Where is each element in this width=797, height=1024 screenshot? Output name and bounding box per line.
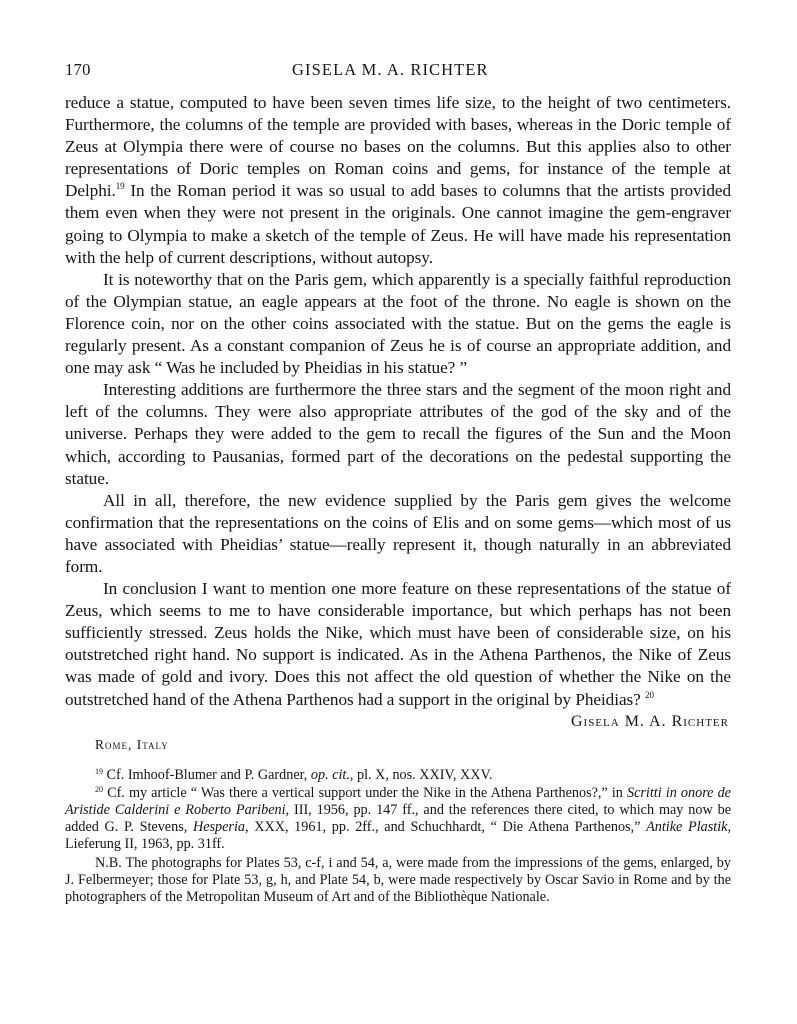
article-page — [65, 56, 731, 906]
footnote-ref-19: 19 — [115, 181, 125, 192]
footnote-19: $^{19}$ Cf. Imhoof-Blumer and P. Gardner, op. cit., pl. X, nos. XXIV, XXV. — [95, 766, 493, 783]
footnote-ref-20: 20 — [645, 689, 654, 700]
body-text — [65, 92, 731, 711]
paragraph-1: reduce a statue, computed to have been seven times life size, to the height of two centimeters. Furthermore, the columns of the temple are provided with bases, whereas in the Doric temple of Zeus at Olympia there were of course no bases on the columns. But this applies also to other representations of Doric temples on Roman coins and gems, for instance of the temple at Delphi.$^{19}$ In the Roman period it was so usual to add bases to columns that the artists provided them even when they were not present in the originals. One cannot imagine the gem-engraver going to Olympia to make a sketch of the temple of Zeus. He will have made his representation with the help of current descriptions, without autopsy. — [65, 93, 731, 267]
author-signature: Gisela M. A. Richter — [570, 712, 729, 730]
footnote-20: $^{20}$ Cf. my article “ Was there a vertical support under the Nike in the Athena Parthenos?,” in Scritti in onore de Aristide Calderini e Roberto Paribeni, III, 1956, pp. 147 ff., and the references there cited, to which may now be added G. P. Stevens, Hesperia, XXX, 1961, pp. 2ff., and Schuchhardt, “ Die Athena Parthenos,” Antike Plastik, Lieferung II, 1963, pp. 31ff. — [65, 784, 732, 853]
footnote-number: 20 — [95, 784, 103, 794]
photo-credits-note: N.B. The photographs for Plates 53, c-f, i and 54, a, were made from the impressions of the gems, enlarged, by J. Felbermeyer; those for Plate 53, g, h, and Plate 54, b, were made respectively by Oscar Savio in Rome and by the photographers of the Metropolitan Museum of Art and of the Bibliothèque Nationale. — [65, 854, 731, 906]
footnotes — [65, 767, 731, 907]
paragraph-4: All in all, therefore, the new evidence supplied by the Paris gem gives the welcome confirmation that the representations on the coins of Elis and on some gems—which most of us have associated with Pheidias’ statue—really represent it, though naturally in an abbreviated form. — [65, 490, 731, 576]
paragraph-2: It is noteworthy that on the Paris gem, which apparently is a specially faithful reproduction of the Olympian statue, an eagle appears at the foot of the throne. No eagle is shown on the Florence coin, nor on the other coins associated with the statue. But on the gems the eagle is regularly present. As a constant companion of Zeus he is of course an appropriate addition, and one may ask “ Was he included by Pheidias in his statue? ” — [65, 269, 731, 378]
footnote-number: 19 — [95, 766, 103, 776]
running-title: GISELA M. A. RICHTER — [292, 60, 489, 79]
paragraph-5: In conclusion I want to mention one more feature on these representations of the statue of Zeus, which seems to me to have considerable importance, but which perhaps has not been sufficiently stressed. Zeus holds the Nike, which must have been of considerable size, on his outstretched right hand. No support is indicated. As in the Athena Parthenos, the Nike of Zeus was made of gold and ivory. Does this not affect the old question of whether the Nike on the outstretched hand of the Athena Parthenos had a support in the original by Pheidias? $^{20}$ — [65, 579, 731, 709]
author-location: Rome, Italy — [95, 736, 169, 752]
paragraph-3: Interesting additions are furthermore the three stars and the segment of the moon right and left of the columns. They were also appropriate attributes of the god of the sky and of the universe. Perhaps they were added to the gem to recall the figures of the Sun and the Moon which, according to Pausanias, formed part of the decorations on the pedestal supporting the statue. — [65, 380, 731, 488]
running-head — [65, 56, 731, 82]
page-number: 170 — [65, 60, 91, 79]
